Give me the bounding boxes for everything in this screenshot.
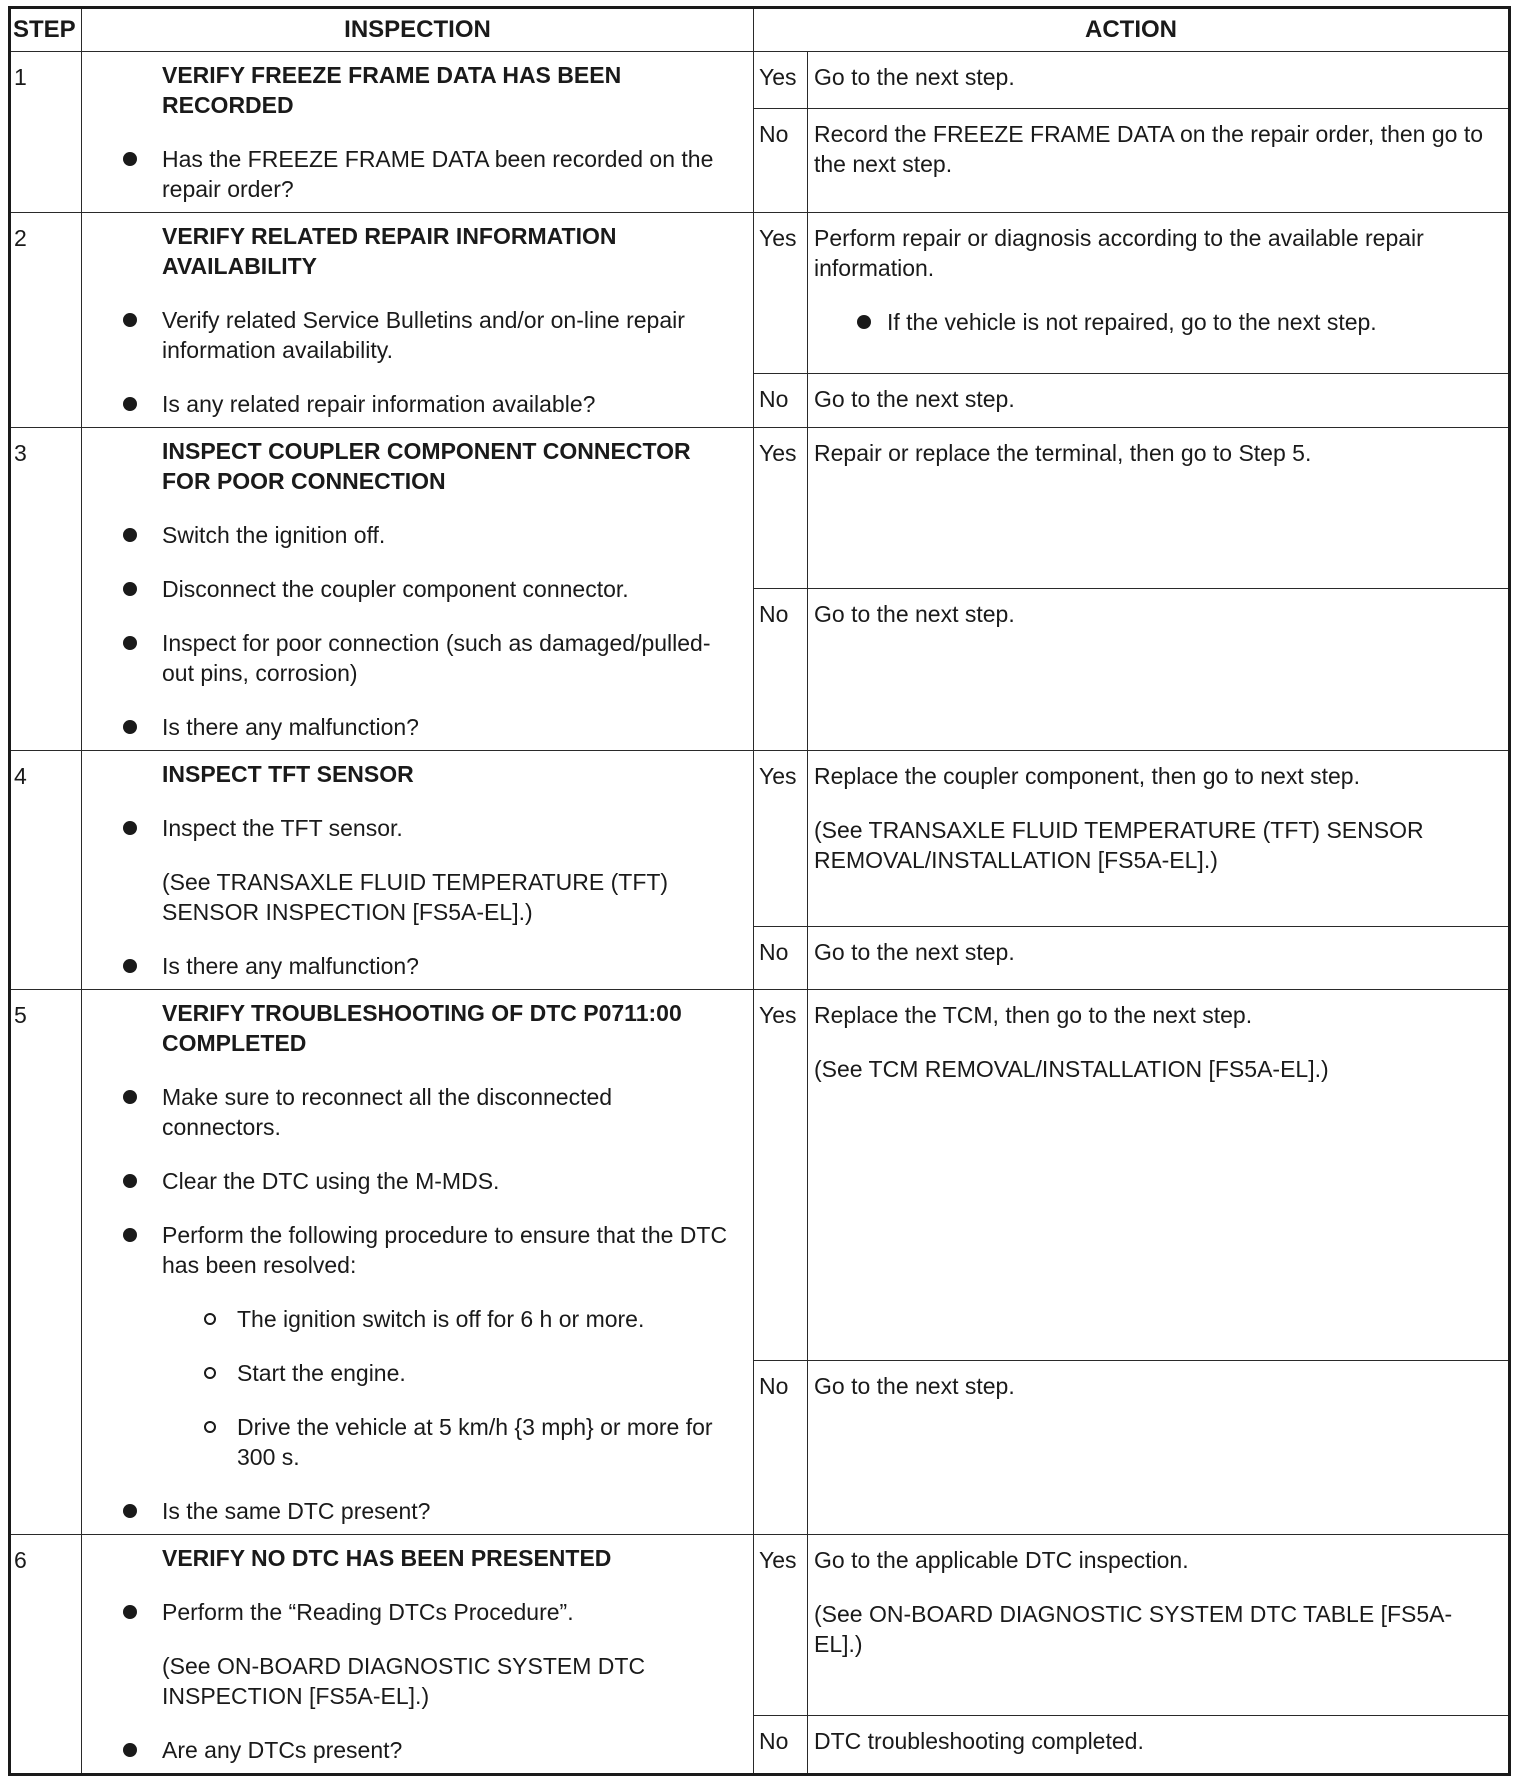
inspection-bullet: Perform the “Reading DTCs Procedure”. — [112, 1597, 733, 1627]
inspection-bullet: Inspect for poor connection (such as damaged/pulled-out pins, corrosion) — [112, 628, 733, 688]
inspection-bullet: Disconnect the coupler component connector. — [112, 574, 733, 604]
no-action-cell — [808, 374, 1510, 428]
step-title: VERIFY RELATED REPAIR INFORMATION AVAILABILITY — [162, 223, 617, 279]
inspection-bullet: Are any DTCs present? — [112, 1735, 733, 1765]
inspection-cell — [82, 990, 754, 1535]
no-label: No — [754, 109, 808, 213]
step-column-header: STEP — [10, 8, 82, 52]
step-title: VERIFY NO DTC HAS BEEN PRESENTED — [162, 1545, 612, 1571]
action-text: Perform repair or diagnosis according to the available repair information. — [814, 225, 1424, 281]
yes-label: Yes — [754, 213, 808, 374]
action-text: Replace the coupler component, then go to next step. — [814, 763, 1360, 789]
inspection-bullet: Verify related Service Bulletins and/or on-line repair information availability. — [112, 305, 733, 365]
diagnostic-procedure-page — [8, 6, 1508, 1776]
inspection-cell — [82, 52, 754, 213]
yes-action-cell — [808, 1535, 1510, 1716]
inspection-bullet: Has the FREEZE FRAME DATA been recorded on the repair order? — [112, 144, 733, 204]
inspection-bullet: Is there any malfunction? — [112, 951, 733, 981]
action-column-header: ACTION — [754, 8, 1510, 52]
inspection-bullet: Is any related repair information available? — [112, 389, 733, 419]
yes-label: Yes — [754, 428, 808, 589]
action-reference: (See TCM REMOVAL/INSTALLATION [FS5A-EL].) — [814, 1056, 1329, 1082]
no-action-cell — [808, 109, 1510, 213]
inspection-note: (See ON-BOARD DIAGNOSTIC SYSTEM DTC INSPECTION [FS5A-EL].) — [162, 1653, 646, 1709]
action-text: Go to the next step. — [814, 386, 1015, 412]
yes-label: Yes — [754, 1535, 808, 1716]
table-row — [10, 1535, 1510, 1716]
yes-action-cell — [808, 751, 1510, 927]
yes-label: Yes — [754, 751, 808, 927]
action-bullet: If the vehicle is not repaired, go to the next step. — [814, 307, 1496, 337]
step-title: VERIFY TROUBLESHOOTING OF DTC P0711:00 COMPLETED — [162, 1000, 682, 1056]
step-number: 1 — [10, 52, 82, 213]
yes-action-cell — [808, 990, 1510, 1361]
no-label: No — [754, 1361, 808, 1535]
action-text: Repair or replace the terminal, then go to Step 5. — [814, 440, 1312, 466]
inspection-bullet: Switch the ignition off. — [112, 520, 733, 550]
yes-action-cell — [808, 213, 1510, 374]
inspection-bullet: Perform the following procedure to ensure that the DTC has been resolved: — [112, 1220, 733, 1280]
table-row — [10, 751, 1510, 927]
action-text: Go to the next step. — [814, 939, 1015, 965]
no-action-cell — [808, 1716, 1510, 1775]
inspection-sub-bullet: The ignition switch is off for 6 h or more. — [112, 1304, 733, 1334]
action-text: DTC troubleshooting completed. — [814, 1728, 1144, 1754]
inspection-cell — [82, 428, 754, 751]
action-text: Go to the applicable DTC inspection. — [814, 1547, 1189, 1573]
inspection-cell — [82, 213, 754, 428]
step-number: 4 — [10, 751, 82, 990]
table-row — [10, 428, 1510, 589]
table-row — [10, 52, 1510, 109]
action-text: Go to the next step. — [814, 1373, 1015, 1399]
diagnostic-table — [8, 6, 1511, 1776]
table-row — [10, 990, 1510, 1361]
no-action-cell — [808, 589, 1510, 751]
step-number: 6 — [10, 1535, 82, 1775]
table-row — [10, 213, 1510, 374]
inspection-column-header: INSPECTION — [82, 8, 754, 52]
no-label: No — [754, 374, 808, 428]
step-title: INSPECT COUPLER COMPONENT CONNECTOR FOR POOR CONNECTION — [162, 438, 691, 494]
action-reference: (See ON-BOARD DIAGNOSTIC SYSTEM DTC TABLE [FS5A-EL].) — [814, 1601, 1453, 1657]
yes-label: Yes — [754, 990, 808, 1361]
yes-action-cell — [808, 52, 1510, 109]
inspection-note: (See TRANSAXLE FLUID TEMPERATURE (TFT) SENSOR INSPECTION [FS5A-EL].) — [162, 869, 669, 925]
no-label: No — [754, 927, 808, 990]
inspection-cell — [82, 751, 754, 990]
yes-action-cell — [808, 428, 1510, 589]
no-action-cell — [808, 927, 1510, 990]
step-number: 2 — [10, 213, 82, 428]
action-text: Replace the TCM, then go to the next step. — [814, 1002, 1253, 1028]
action-text: Record the FREEZE FRAME DATA on the repair order, then go to the next step. — [814, 121, 1483, 177]
inspection-bullet: Clear the DTC using the M-MDS. — [112, 1166, 733, 1196]
table-header-row — [10, 8, 1510, 52]
step-number: 3 — [10, 428, 82, 751]
no-action-cell — [808, 1361, 1510, 1535]
inspection-bullet: Is there any malfunction? — [112, 712, 733, 742]
inspection-bullet: Make sure to reconnect all the disconnected connectors. — [112, 1082, 733, 1142]
no-label: No — [754, 589, 808, 751]
inspection-bullet: Inspect the TFT sensor. — [112, 813, 733, 843]
inspection-sub-bullet: Drive the vehicle at 5 km/h {3 mph} or more for 300 s. — [112, 1412, 733, 1472]
action-reference: (See TRANSAXLE FLUID TEMPERATURE (TFT) SENSOR REMOVAL/INSTALLATION [FS5A-EL].) — [814, 817, 1424, 873]
no-label: No — [754, 1716, 808, 1775]
action-text: Go to the next step. — [814, 64, 1015, 90]
action-text: Go to the next step. — [814, 601, 1015, 627]
yes-label: Yes — [754, 52, 808, 109]
step-number: 5 — [10, 990, 82, 1535]
inspection-sub-bullet: Start the engine. — [112, 1358, 733, 1388]
inspection-cell — [82, 1535, 754, 1775]
inspection-bullet: Is the same DTC present? — [112, 1496, 733, 1526]
step-title: VERIFY FREEZE FRAME DATA HAS BEEN RECORDED — [162, 62, 622, 118]
step-title: INSPECT TFT SENSOR — [162, 761, 414, 787]
